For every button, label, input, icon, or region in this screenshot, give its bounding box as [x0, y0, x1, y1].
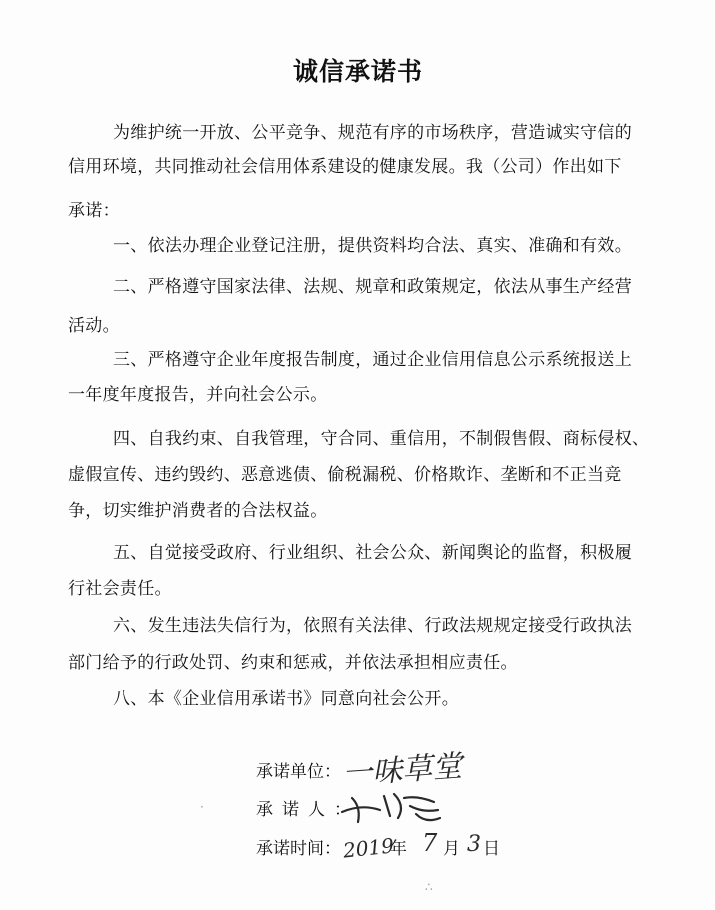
commit-person-label: 承诺人： [256, 800, 360, 820]
body-line-5: 二、严格遵守国家法律、法规、规章和政策规定，依法从事生产经营 [113, 277, 632, 297]
body-line-11: 争，切实维护消费者的合法权益。 [68, 501, 328, 521]
year-char: 年 [390, 839, 407, 859]
handwritten-signature [338, 786, 448, 828]
body-line-6: 活动。 [68, 316, 120, 336]
body-line-3: 承诺： [68, 201, 120, 221]
day-char: 日 [483, 839, 500, 859]
commit-unit-handwriting: 一味草堂 [341, 748, 464, 793]
body-line-7: 三、严格遵守企业年度报告制度，通过企业信用信息公示系统报送上 [113, 350, 632, 370]
body-line-12: 五、自觉接受政府、行业组织、社会公众、新闻舆论的监督，积极履 [113, 543, 632, 563]
month-char: 月 [443, 839, 460, 859]
commit-time-label: 承诺时间： [256, 839, 341, 859]
body-line-13: 行社会责任。 [68, 579, 172, 599]
body-line-4: 一、依法办理企业登记注册，提供资料均合法、真实、准确和有效。 [113, 236, 632, 256]
commit-month-handwriting: 7 [422, 829, 438, 857]
body-line-8: 一年度年度报告，并向社会公示。 [68, 385, 328, 405]
scan-speck: · [200, 800, 204, 814]
body-line-9: 四、自我约束、自我管理，守合同、重信用，不制假售假、商标侵权、 [113, 429, 650, 449]
body-line-14: 六、发生违法失信行为，依照有关法律、行政法规规定接受行政执法 [113, 616, 632, 636]
commit-day-handwriting: 3 [467, 832, 481, 857]
document-title: 诚信承诺书 [292, 57, 423, 86]
body-line-2: 信用环境，共同推动社会信用体系建设的健康发展。我（公司）作出如下 [68, 157, 622, 177]
commit-unit-label: 承诺单位： [256, 762, 341, 782]
commit-year-handwriting: 2019 [341, 833, 396, 863]
body-line-1: 为维护统一开放、公平竞争、规范有序的市场秩序，营造诚实守信的 [113, 123, 632, 143]
body-line-15: 部门给予的行政处罚、约束和惩戒，并依法承担相应责任。 [68, 653, 518, 673]
body-line-16: 八、本《企业信用承诺书》同意向社会公开。 [113, 689, 459, 709]
scan-speck: ∴ [425, 880, 433, 894]
body-line-10: 虚假宣传、违约毁约、恶意逃债、偷税漏税、价格欺诈、垄断和不正当竞 [68, 465, 622, 485]
